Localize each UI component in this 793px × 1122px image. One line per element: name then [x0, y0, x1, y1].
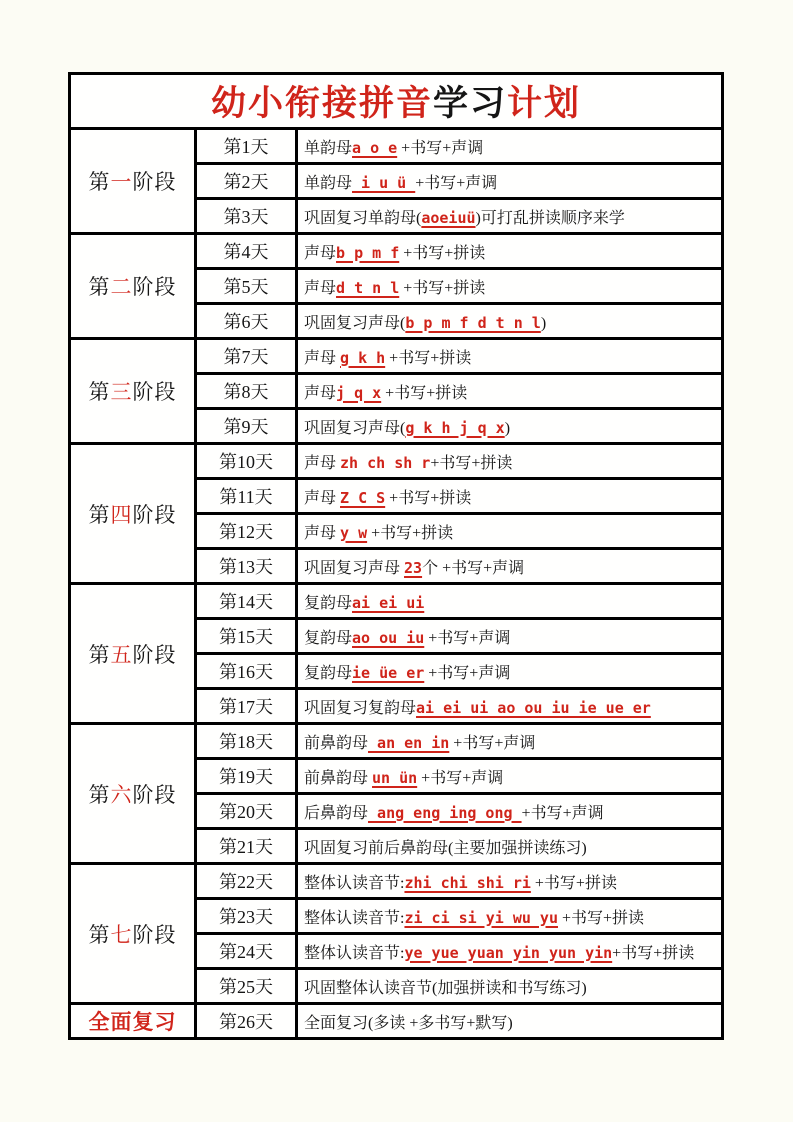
table-row	[70, 339, 723, 374]
text-segment: +书写+拼读	[367, 524, 454, 542]
text-segment: 第	[88, 782, 111, 807]
text-segment: 计划	[507, 84, 582, 123]
day-cell: 第14天	[196, 584, 297, 619]
text-segment: d t n l	[336, 278, 400, 297]
stage-cell	[70, 724, 196, 864]
text-segment: j q x	[336, 383, 382, 402]
content-cell	[297, 829, 723, 864]
content-cell	[297, 654, 723, 689]
text-segment: 学习	[432, 84, 507, 123]
text-segment: 声母	[304, 489, 341, 507]
content-cell	[297, 339, 723, 374]
day-cell: 第4天	[196, 234, 297, 269]
text-segment: y w	[340, 523, 368, 542]
text-segment: 整体认读音节:	[304, 874, 405, 892]
day-cell: 第11天	[196, 479, 297, 514]
stage-cell	[70, 339, 196, 444]
text-segment: ai ei ui ao ou iu ie ue er	[416, 698, 651, 717]
day-cell: 第19天	[196, 759, 297, 794]
text-segment: +书写+拼读	[612, 944, 695, 962]
text-segment: 幼小衔接拼音	[210, 84, 433, 123]
table-row	[70, 724, 723, 759]
day-cell: 第26天	[196, 1004, 297, 1039]
text-segment: +书写+声调	[424, 664, 511, 682]
text-segment: 复韵母	[304, 629, 353, 647]
text-segment: 阶段	[132, 642, 177, 667]
text-segment: 三	[110, 380, 133, 404]
stage-cell	[70, 864, 196, 1004]
text-segment: 单韵母	[304, 139, 353, 157]
day-cell: 第3天	[196, 199, 297, 234]
content-cell	[297, 234, 723, 269]
text-segment: 后鼻韵母	[304, 804, 369, 822]
text-segment: ai ei ui	[352, 593, 425, 612]
text-segment: a o e	[352, 138, 398, 157]
text-segment: 个 +书写+声调	[422, 559, 525, 577]
content-cell	[297, 899, 723, 934]
stage-cell	[70, 444, 196, 584]
text-segment: aoeiuü	[421, 208, 476, 227]
text-segment: 第	[88, 502, 111, 527]
content-cell	[297, 864, 723, 899]
text-segment: 声母	[304, 244, 337, 262]
text-segment: 第	[88, 642, 111, 667]
day-cell: 第8天	[196, 374, 297, 409]
text-segment: +书写+拼读	[399, 279, 486, 297]
text-segment: 第	[88, 380, 111, 404]
text-segment: 二	[110, 275, 133, 299]
day-cell: 第25天	[196, 969, 297, 1004]
page-title	[70, 74, 723, 129]
content-cell	[297, 549, 723, 584]
text-segment: 23	[404, 558, 423, 577]
text-segment: 六	[110, 782, 133, 807]
content-cell	[297, 374, 723, 409]
day-cell: 第20天	[196, 794, 297, 829]
stage-cell	[70, 129, 196, 234]
content-cell	[297, 444, 723, 479]
table-row	[70, 129, 723, 164]
text-segment: 前鼻韵母	[304, 734, 369, 752]
day-cell: 第22天	[196, 864, 297, 899]
text-segment: 一	[110, 170, 133, 194]
table-row	[70, 864, 723, 899]
content-cell	[297, 724, 723, 759]
text-segment: +书写+声调	[417, 769, 504, 787]
text-segment: +书写+声调	[397, 139, 484, 157]
content-cell	[297, 409, 723, 444]
text-segment: g k h	[340, 348, 386, 367]
day-cell: 第6天	[196, 304, 297, 339]
title-row	[70, 74, 723, 129]
text-segment: 阶段	[132, 782, 177, 807]
day-cell: 第10天	[196, 444, 297, 479]
content-cell	[297, 689, 723, 724]
content-cell	[297, 479, 723, 514]
text-segment: 阶段	[132, 170, 177, 194]
content-cell	[297, 269, 723, 304]
day-cell: 第12天	[196, 514, 297, 549]
text-segment: ye yue yuan yin yun yin	[404, 943, 613, 962]
text-segment: +书写+声调	[424, 629, 511, 647]
content-cell	[297, 164, 723, 199]
text-segment: +书写+拼读	[381, 384, 468, 402]
text-segment: +书写+拼读	[530, 874, 617, 892]
day-cell: 第5天	[196, 269, 297, 304]
day-cell: 第18天	[196, 724, 297, 759]
text-segment: ao ou iu	[352, 628, 425, 647]
day-cell: 第17天	[196, 689, 297, 724]
text-segment: 整体认读音节:	[304, 944, 405, 962]
text-segment: 巩固复习复韵母	[304, 699, 417, 717]
content-cell	[297, 794, 723, 829]
text-segment: +书写+拼读	[385, 489, 472, 507]
text-segment: 巩固复习声母(	[304, 419, 406, 437]
text-segment: 复韵母	[304, 594, 353, 612]
content-cell	[297, 584, 723, 619]
day-cell: 第13天	[196, 549, 297, 584]
text-segment: 复韵母	[304, 664, 353, 682]
text-segment: 巩固复习声母	[304, 559, 405, 577]
content-cell	[297, 934, 723, 969]
text-segment: +书写+拼读	[399, 244, 486, 262]
day-cell: 第2天	[196, 164, 297, 199]
text-segment: zhi chi shi ri	[404, 873, 531, 892]
text-segment: un ün	[372, 768, 418, 787]
stage-cell	[70, 234, 196, 339]
text-segment: i u ü	[352, 173, 416, 192]
text-segment: 阶段	[132, 922, 177, 947]
text-segment: ang eng ing ong	[368, 803, 522, 822]
content-cell	[297, 129, 723, 164]
text-segment: 第	[88, 922, 111, 947]
day-cell: 第15天	[196, 619, 297, 654]
text-segment: zi ci si yi wu yu	[404, 908, 558, 927]
text-segment: +书写+拼读	[385, 349, 472, 367]
text-segment: 声母	[304, 279, 337, 297]
day-cell: 第9天	[196, 409, 297, 444]
content-cell	[297, 304, 723, 339]
content-cell	[297, 969, 723, 1004]
text-segment: ie üe er	[352, 663, 425, 682]
text-segment: 前鼻韵母	[304, 769, 373, 787]
text-segment: g k h j q x	[405, 418, 505, 437]
text-segment: 巩固复习前后鼻韵母(主要加强拼读练习)	[304, 839, 587, 857]
text-segment: 单韵母	[304, 174, 353, 192]
text-segment: 声母	[304, 384, 337, 402]
text-segment: )可打乱拼读顺序来学	[475, 209, 625, 227]
content-cell	[297, 619, 723, 654]
text-segment: +书写+声调	[449, 734, 536, 752]
text-segment: b p m f d t n l	[405, 313, 541, 332]
content-cell	[297, 759, 723, 794]
text-segment: b p m f	[336, 243, 400, 262]
text-segment: 巩固整体认读音节(加强拼读和书写练习)	[304, 979, 587, 997]
table-row	[70, 1004, 723, 1039]
text-segment: )	[540, 314, 547, 332]
day-cell: 第24天	[196, 934, 297, 969]
text-segment: +书写+拼读	[430, 454, 513, 472]
stage-cell	[70, 584, 196, 724]
day-cell: 第16天	[196, 654, 297, 689]
content-cell	[297, 199, 723, 234]
content-cell	[297, 1004, 723, 1039]
day-cell: 第7天	[196, 339, 297, 374]
pinyin-study-plan-table	[68, 72, 724, 1040]
text-segment: 阶段	[132, 502, 177, 527]
content-cell	[297, 514, 723, 549]
text-segment: +书写+声调	[415, 174, 498, 192]
day-cell: 第1天	[196, 129, 297, 164]
text-segment: 七	[110, 922, 133, 947]
text-segment: an en in	[368, 733, 450, 752]
text-segment: 全面复习(多读 +多书写+默写)	[304, 1014, 513, 1032]
text-segment: +书写+声调	[521, 804, 604, 822]
table-row	[70, 584, 723, 619]
text-segment: 四	[110, 502, 133, 527]
stage-cell	[70, 1004, 196, 1039]
text-segment: 阶段	[132, 380, 177, 404]
text-segment: +书写+拼读	[557, 909, 645, 927]
text-segment: 声母	[304, 454, 341, 472]
text-segment: 整体认读音节:	[304, 909, 405, 927]
text-segment: Z C S	[340, 488, 386, 507]
day-cell: 第21天	[196, 829, 297, 864]
text-segment: 声母	[304, 349, 341, 367]
text-segment: 巩固复习声母(	[304, 314, 406, 332]
day-cell: 第23天	[196, 899, 297, 934]
text-segment: zh ch sh r	[340, 453, 431, 472]
text-segment: 五	[110, 642, 133, 667]
text-segment: 巩固复习单韵母(	[304, 209, 422, 227]
text-segment: 阶段	[132, 275, 177, 299]
table-row	[70, 444, 723, 479]
text-segment: 全面复习	[88, 1010, 177, 1034]
text-segment: 第	[88, 275, 111, 299]
text-segment: )	[504, 419, 511, 437]
table-row	[70, 234, 723, 269]
text-segment: 声母	[304, 524, 341, 542]
text-segment: 第	[88, 170, 111, 194]
